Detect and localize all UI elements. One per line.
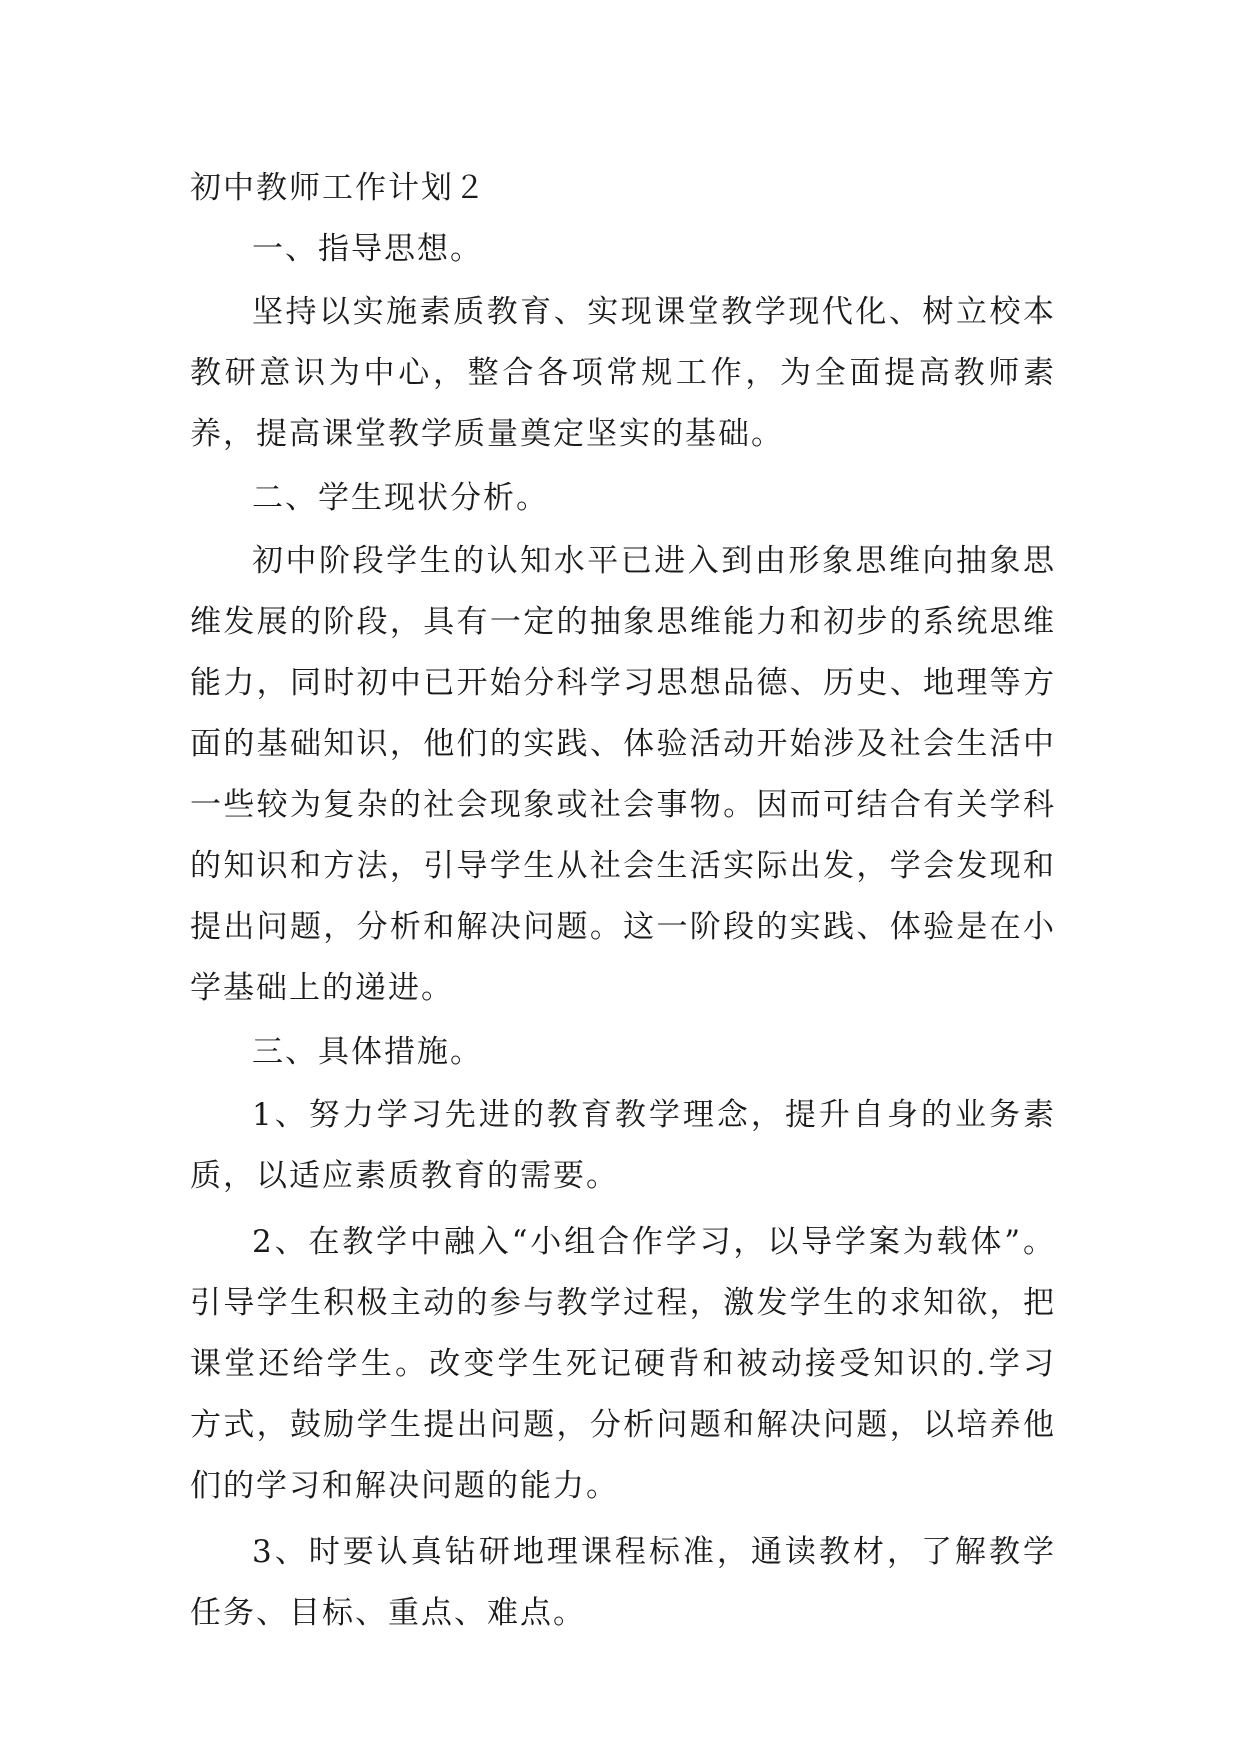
document-body xyxy=(190,160,1056,1649)
section-heading-measures: 三、具体措施。 xyxy=(252,1034,483,1070)
paragraph-measure-1: 1、努力学习先进的教育教学理念，提升自身的业务素质，以适应素质教育的需要。 xyxy=(190,1097,1056,1194)
paragraph-guiding-ideology: 坚持以实施素质教育、实现课堂教学现代化、树立校本教研意识为中心，整合各项常规工作，为全面提高教师素养，提高课堂教学质量奠定坚实的基础。 xyxy=(190,294,1056,452)
paragraph-student-analysis: 初中阶段学生的认知水平已进入到由形象思维向抽象思维发展的阶段，具有一定的抽象思维能力和初步的系统思维能力，同时初中已开始分科学习思想品德、历史、地理等方面的基础知识，他们的实践、体验活动开始涉及社会生活中一些较为复杂的社会现象或社会事物。因而可结合有关学科的知识和方法，引导学生从社会生活实际出发，学会发现和提出问题，分析和解决问题。这一阶段的实践、体验是在小学基础上的递进。 xyxy=(190,543,1056,1006)
paragraph-measure-3: 3、时要认真钻研地理课程标准，通读教材，了解教学任务、目标、重点、难点。 xyxy=(190,1534,1056,1631)
document-title: 初中教师工作计划２ xyxy=(190,170,487,206)
paragraph-measure-2: 2、在教学中融入“小组合作学习，以导学案为载体”。引导学生积极主动的参与教学过程，激发学生的求知欲，把课堂还给学生。改变学生死记硬背和被动接受知识的.学习方式，鼓励学生提出问题，分析问题和解决问题，以培养他们的学习和解决问题的能力。 xyxy=(190,1224,1056,1504)
section-heading-guiding-ideology: 一、指导思想。 xyxy=(252,231,483,267)
section-heading-student-analysis: 二、学生现状分析。 xyxy=(252,480,549,516)
